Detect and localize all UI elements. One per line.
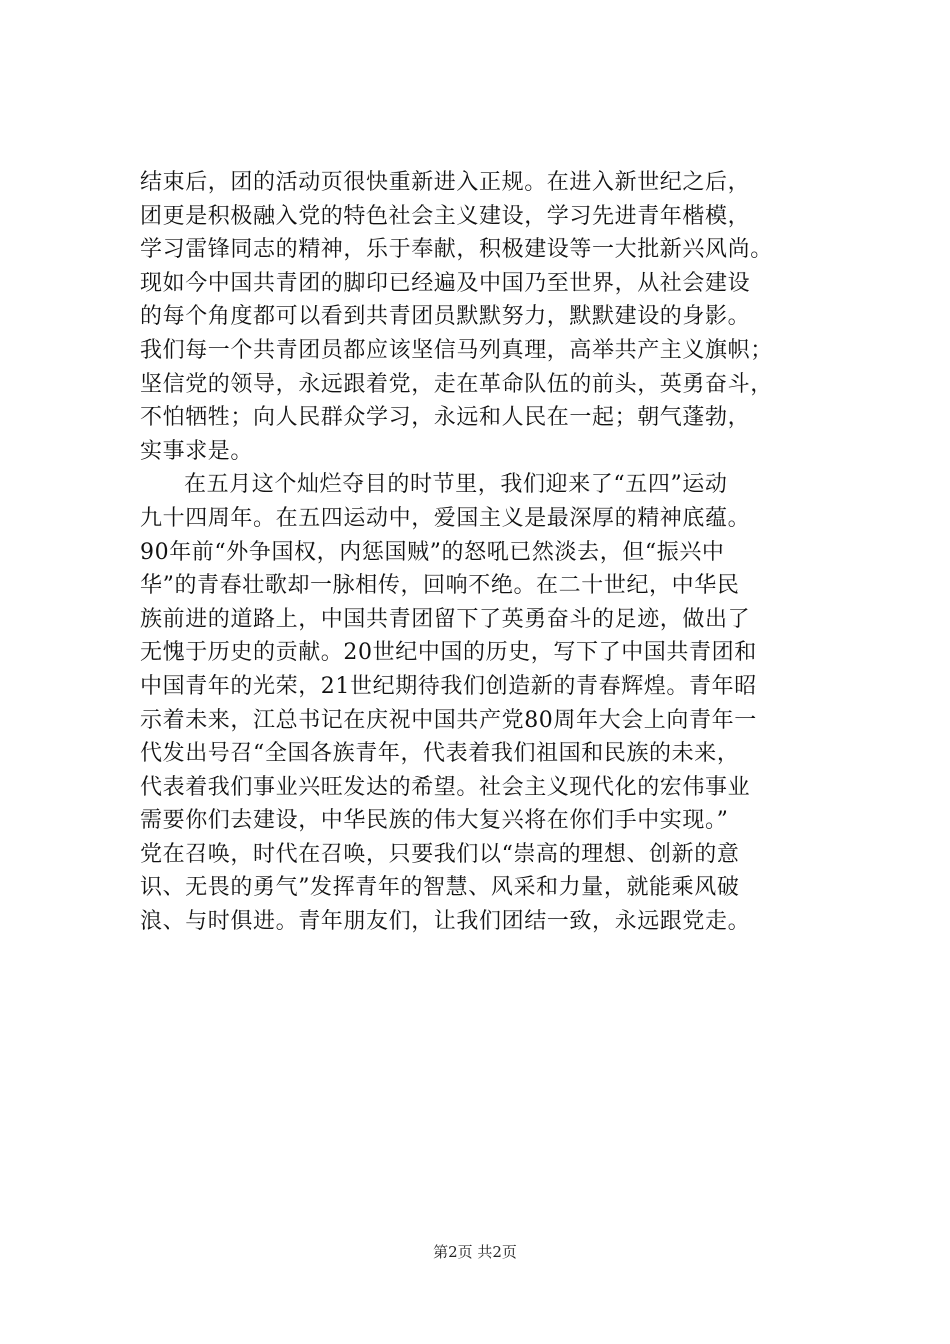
text-line: 浪、与时俱进。青年朋友们，让我们团结一致，永远跟党走。	[140, 909, 751, 935]
text-line: 学习雷锋同志的精神，乐于奉献，积极建设等一大批新兴风尚。	[140, 237, 773, 263]
body-text	[140, 166, 832, 939]
text-line: 族前进的道路上，中国共青团留下了英勇奋斗的足迹，做出了	[140, 606, 751, 632]
text-line: 结束后，团的活动页很快重新进入正规。在进入新世纪之后，	[140, 170, 751, 195]
text-line: 无愧于历史的贡献。20世纪中国的历史，写下了中国共青团和	[140, 640, 757, 666]
text-line: 不怕牺牲；向人民群众学习，永远和人民在一起；朝气蓬勃，	[140, 405, 751, 431]
text-line: 识、无畏的勇气”发挥青年的智慧、风采和力量，就能乘风破	[140, 875, 740, 901]
text-line: 坚信党的领导，永远跟着党，走在革命队伍的前头，英勇奋斗，	[140, 371, 773, 397]
text-line: 实事求是。	[140, 438, 254, 464]
page-number: 第2页 共2页	[433, 1243, 517, 1261]
text-line: 中国青年的光荣，21世纪期待我们创造新的青春辉煌。青年昭	[140, 673, 757, 699]
page-footer	[0, 1242, 950, 1262]
text-line: 90年前“外争国权，内惩国贼”的怒吼已然淡去，但“振兴中	[140, 539, 725, 565]
text-line: 我们每一个共青团员都应该坚信马列真理，高举共产主义旗帜；	[140, 337, 773, 363]
text-line: 现如今中国共青团的脚印已经遍及中国乃至世界，从社会建设	[140, 270, 751, 296]
text-line: 代发出号召“全国各族青年，代表着我们祖国和民族的未来，	[140, 741, 740, 767]
text-line: 团更是积极融入党的特色社会主义建设，学习先进青年楷模，	[140, 203, 751, 229]
text-line: 的每个角度都可以看到共青团员默默努力，默默建设的身影。	[140, 304, 751, 330]
paragraph-start-line: 在五月这个灿烂夺目的时节里，我们迎来了“五四”运动	[184, 472, 728, 498]
text-line: 需要你们去建设，中华民族的伟大复兴将在你们手中实现。”	[140, 808, 729, 834]
text-line: 九十四周年。在五四运动中，爱国主义是最深厚的精神底蕴。	[140, 505, 751, 531]
text-line: 华”的青春壮歌却一脉相传，回响不绝。在二十世纪，中华民	[140, 573, 740, 599]
text-line: 代表着我们事业兴旺发达的希望。社会主义现代化的宏伟事业	[140, 774, 751, 800]
text-line: 示着未来，江总书记在庆祝中国共产党80周年大会上向青年一	[140, 707, 757, 733]
text-line: 党在召唤，时代在召唤，只要我们以“崇高的理想、创新的意	[140, 841, 740, 867]
